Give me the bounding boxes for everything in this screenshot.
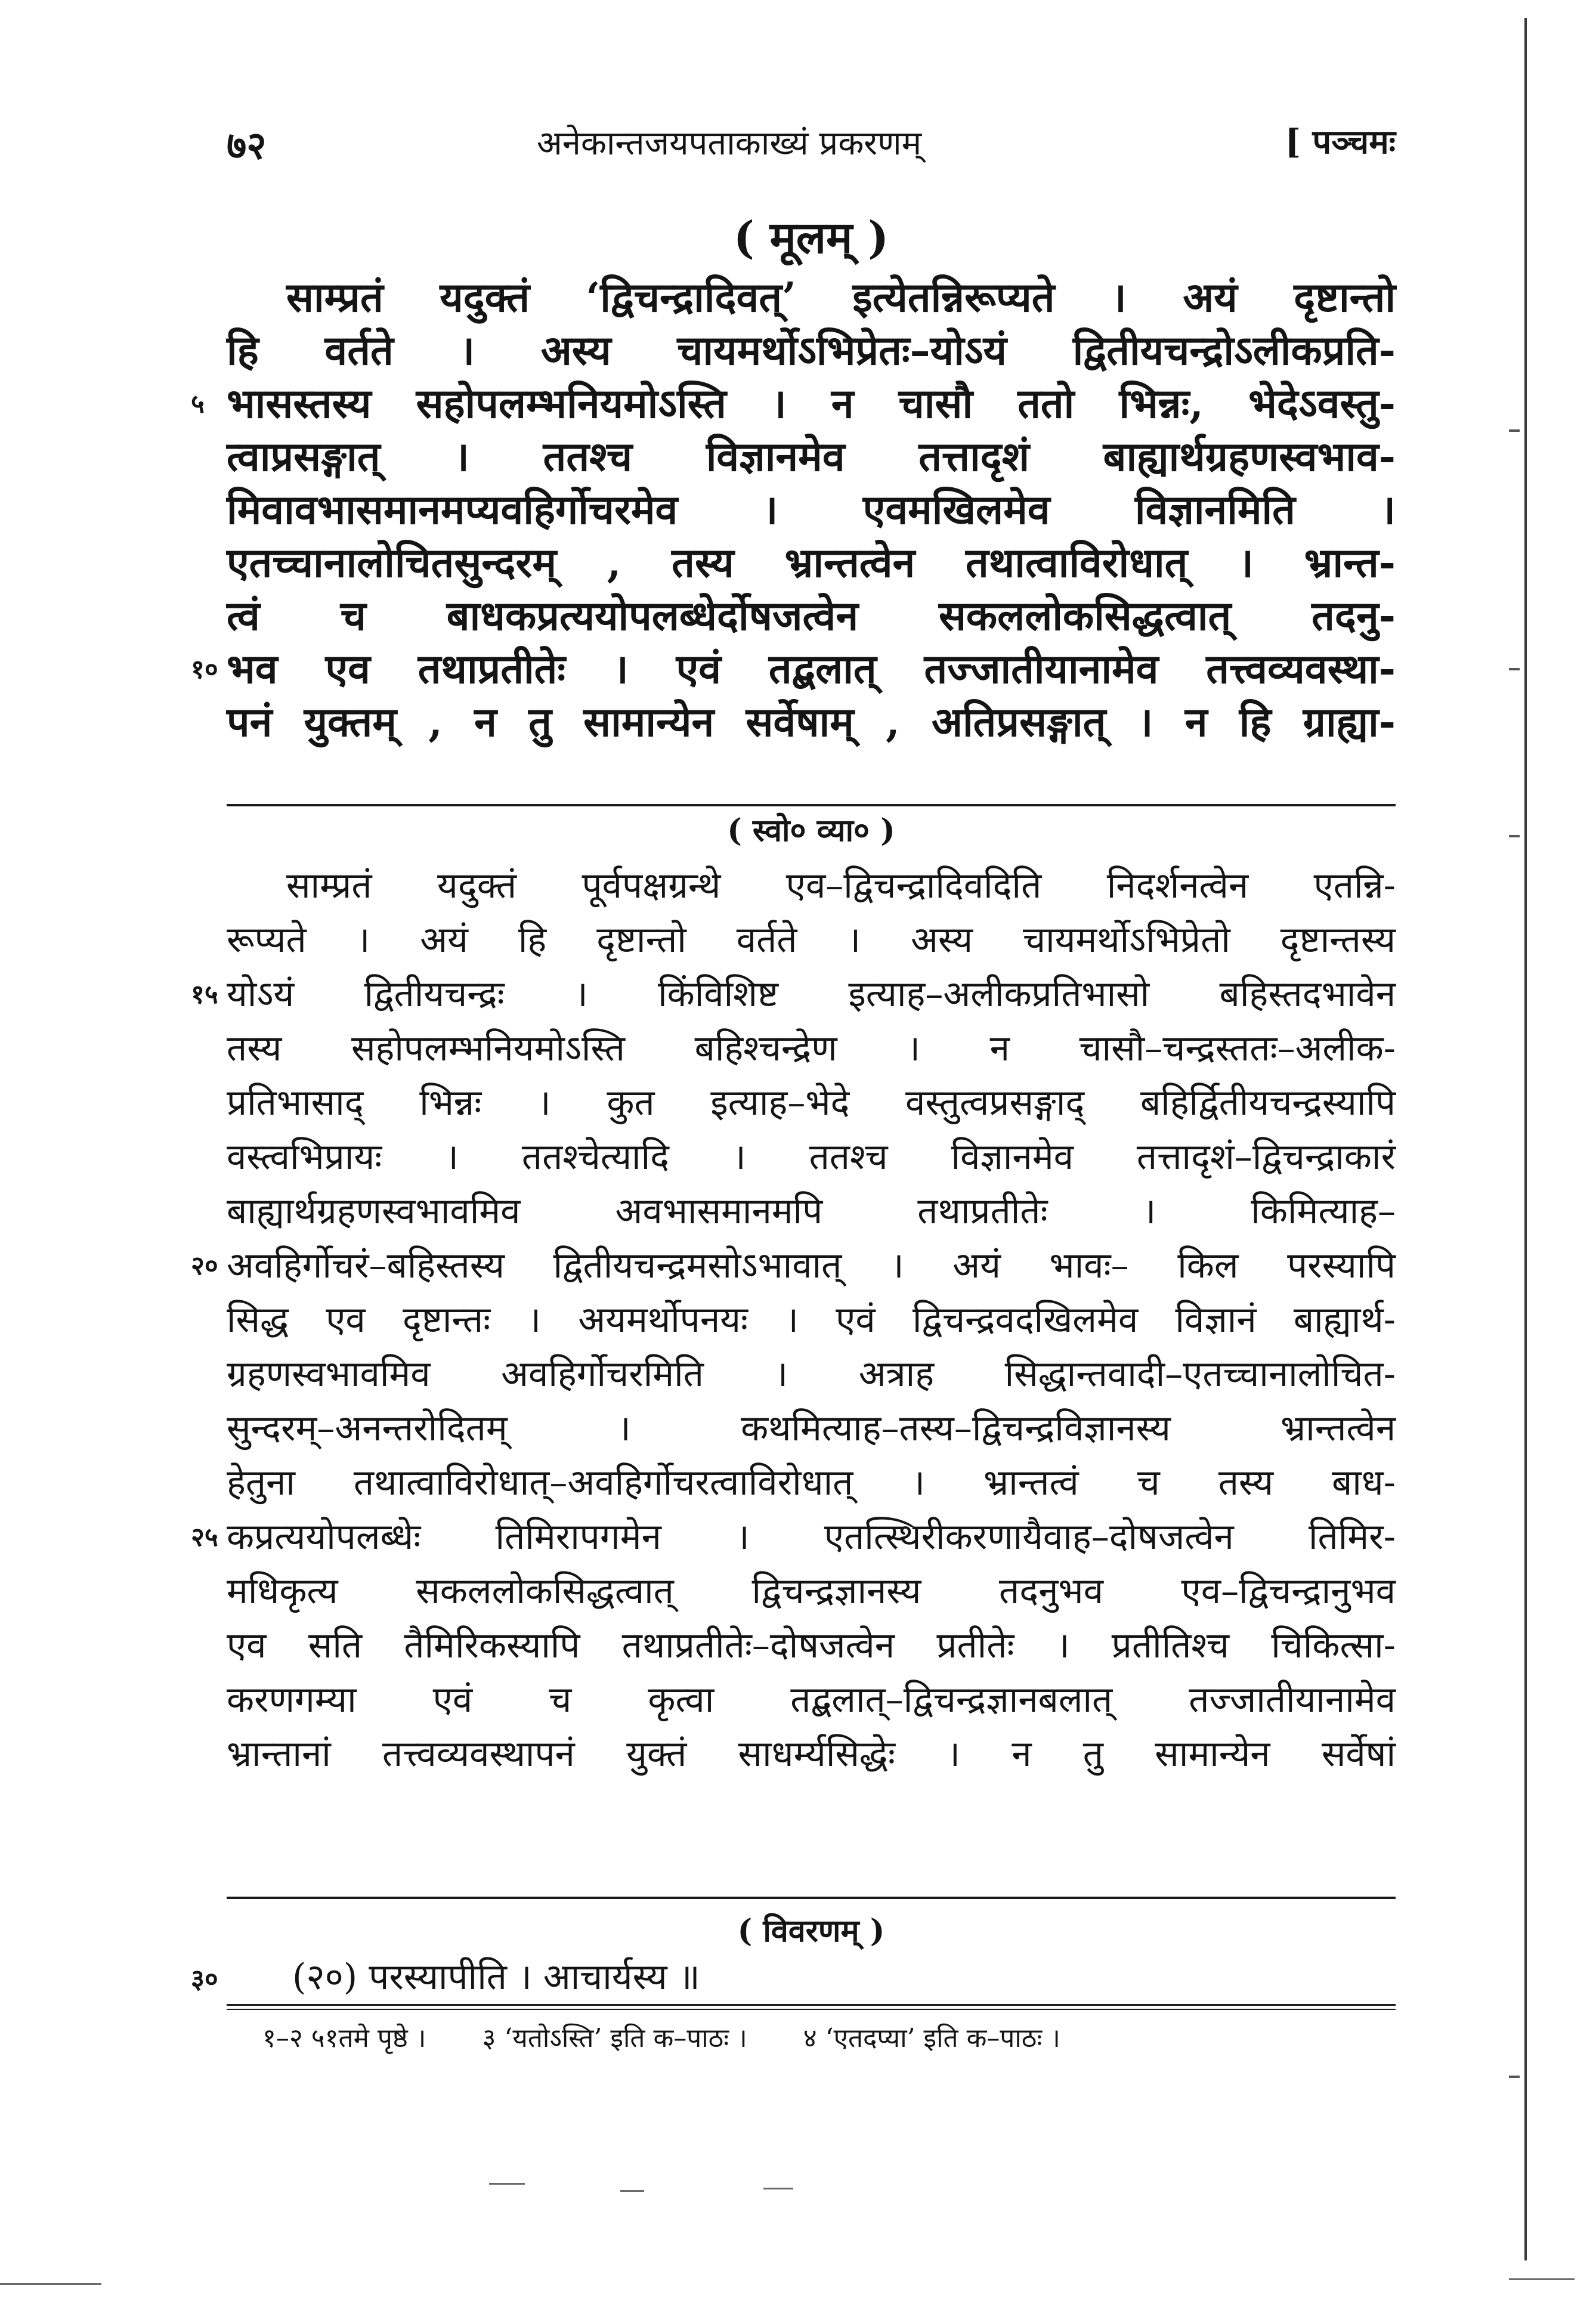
text-line <box>227 537 1396 590</box>
line-text: अवहिर्गोचरं–बहिस्तस्य द्वितीयचन्द्रमसोऽभावात् । अयं भावः– किल परस्यापि <box>227 1245 1396 1286</box>
svopajna-caption: ( स्वो० व्या० ) <box>727 812 895 849</box>
scan-smudge <box>0 2283 101 2285</box>
line-text: पनं युक्तम् , न तु सामान्येन सर्वेषाम् , अतिप्रसङ्गात् । न हि ग्राह्या- <box>227 698 1396 746</box>
text-line <box>191 1510 1396 1564</box>
line-text: बाह्यार्थग्रहणस्वभावमिव अवभासमानमपि तथाप्रतीतेः । किमित्याह– <box>227 1190 1396 1232</box>
line-text: योऽयं द्वितीयचन्द्रः । किंविशिष्ट इत्याह–अलीकप्रतिभासो बहिस्तदभावेन <box>227 973 1396 1015</box>
line-text: सुन्दरम्–अनन्तरोदितम् । कथमित्याह–तस्य–द्विचन्द्रविज्ञानस्य भ्रान्तत्वेन <box>227 1408 1396 1449</box>
text-line <box>227 431 1396 484</box>
svopajna-text-block <box>191 859 1396 1782</box>
text-line <box>227 1076 1396 1130</box>
line-text: मधिकृत्य सकललोकसिद्धत्वात् द्विचन्द्रज्ञानस्य तदनुभव एव–द्विचन्द्रानुभव <box>227 1570 1396 1612</box>
line-text: भ्रान्तानां तत्त्वव्यवस्थापनं युक्तं साधर्म्यसिद्धेः । न तु सामान्येन सर्वेषां <box>227 1733 1396 1775</box>
page-edge-line <box>1524 18 1527 2260</box>
line-text: एतच्चानालोचितसुन्दरम् , तस्य भ्रान्तत्वेन तथात्वाविरोधात् । भ्रान्त- <box>227 539 1396 587</box>
text-line <box>191 1239 1396 1293</box>
line-text: कप्रत्ययोपलब्धेः तिमिरापगमेन । एतत्स्थिरीकरणायैवाह–दोषजत्वेन तिमिर- <box>227 1516 1396 1558</box>
line-text: मिवावभासमानमप्यवहिर्गोचरमेव । एवमखिलमेव विज्ञानमिति । <box>227 486 1396 534</box>
page-number: ७२ <box>227 123 267 168</box>
text-line <box>227 1456 1396 1510</box>
section-divider <box>227 804 1396 806</box>
vivarana-text: (२०) परस्यापीति । आचार्यस्य ॥ <box>292 1956 700 1998</box>
line-text: त्वं च बाधकप्रत्ययोपलब्धेर्दोषजत्वेन सकललोकसिद्धत्वात् तदनु- <box>227 592 1396 640</box>
line-text: साम्प्रतं यदुक्तं पूर्वपक्षग्रन्थे एव–द्विचन्द्रादिवदिति निदर्शनत्वेन एतन्नि- <box>286 865 1396 907</box>
text-line <box>227 913 1396 967</box>
page-edge-mark <box>1509 668 1520 670</box>
mula-caption: ( मूलम् ) <box>733 212 889 264</box>
margin-line-number: ३० <box>191 1964 218 1994</box>
text-line <box>227 1619 1396 1673</box>
running-head <box>227 113 1396 179</box>
footnotes <box>262 2019 1396 2055</box>
text-line <box>227 1184 1396 1239</box>
text-line <box>191 643 1396 696</box>
footnote: ३ ‘यतोऽस्ति’ इति क–पाठः । <box>482 2023 747 2053</box>
text-line <box>227 1673 1396 1727</box>
line-text: वस्त्वभिप्रायः । ततश्चेत्यादि । ततश्च विज्ञानमेव तत्तादृशं–द्विचन्द्राकारं <box>227 1136 1396 1178</box>
line-text: भासस्तस्य सहोपलम्भनियमोऽस्ति । न चासौ ततो भिन्नः, भेदेऽवस्तु- <box>227 380 1396 428</box>
scan-smudge <box>763 2188 793 2189</box>
line-text: एव सति तैमिरिकस्यापि तथाप्रतीतेः–दोषजत्वेन प्रतीतेः । प्रतीतिश्च चिकित्सा- <box>227 1625 1396 1666</box>
text-line <box>227 484 1396 537</box>
line-text: रूप्यते । अयं हि दृष्टान्तो वर्तते । अस्य चायमर्थोऽभिप्रेतो दृष्टान्तस्य <box>227 919 1396 961</box>
margin-line-number: १० <box>191 654 218 685</box>
page-edge-mark <box>1509 835 1520 837</box>
line-text: हि वर्तते । अस्य चायमर्थोऽभिप्रेतः–योऽयं द्वितीयचन्द्रोऽलीकप्रति- <box>227 327 1396 375</box>
running-title: अनेकान्तजयपताकाख्यं प्रकरणम् <box>537 124 922 163</box>
margin-line-number: २० <box>191 1251 218 1281</box>
margin-line-number: २५ <box>191 1522 218 1552</box>
text-line <box>227 271 1396 324</box>
section-divider <box>227 1897 1396 1899</box>
margin-line-number: १५ <box>191 979 218 1010</box>
line-text: करणगम्या एवं च कृत्वा तद्बलात्–द्विचन्द्रज्ञानबलात् तज्जातीयानामेव <box>227 1679 1396 1721</box>
text-line <box>227 1402 1396 1456</box>
line-text: हेतुना तथात्वाविरोधात्–अवहिर्गोचरत्वाविरोधात् । भ्रान्तत्वं च तस्य बाध- <box>227 1462 1396 1504</box>
text-line <box>227 1347 1396 1402</box>
line-text: तस्य सहोपलम्भनियमोऽस्ति बहिश्चन्द्रेण । न चासौ–चन्द्रस्ततः–अलीक- <box>227 1028 1396 1069</box>
text-line <box>227 1130 1396 1184</box>
footnote: ४ ‘एतदप्या’ इति क–पाठः । <box>803 2023 1060 2053</box>
scan-smudge <box>620 2190 644 2192</box>
page-edge-mark <box>1509 429 1520 432</box>
scan-smudge <box>1509 2278 1575 2280</box>
line-text: त्वाप्रसङ्गात् । ततश्च विज्ञानमेव तत्तादृशं बाह्यार्थग्रहणस्वभाव- <box>227 433 1396 481</box>
line-text: साम्प्रतं यदुक्तं ‘द्विचन्द्रादिवत्’ इत्येतन्निरूप्यते । अयं दृष्टान्तो <box>286 274 1396 321</box>
vivarana-caption: ( विवरणम् ) <box>737 1913 885 1949</box>
margin-line-number: ५ <box>191 389 205 419</box>
line-text: ग्रहणस्वभावमिव अवहिर्गोचरमिति । अत्राह सिद्धान्तवादी–एतच्चानालोचित- <box>227 1353 1396 1395</box>
line-text: प्रतिभासाद् भिन्नः । कुत इत्याह–भेदे वस्तुत्वप्रसङ्गाद् बहिर्द्वितीयचन्द्रस्यापि <box>227 1082 1396 1124</box>
text-line <box>227 1564 1396 1619</box>
text-line <box>227 590 1396 643</box>
text-line <box>191 378 1396 431</box>
line-text: भव एव तथाप्रतीतेः । एवं तद्बलात् तज्जातीयानामेव तत्त्वव्यवस्था- <box>227 645 1396 693</box>
text-line <box>227 696 1396 749</box>
footnote-divider <box>227 2009 1396 2010</box>
text-line <box>191 967 1396 1022</box>
vivarana-line <box>191 1953 1396 2001</box>
line-text: सिद्ध एव दृष्टान्तः । अयमर्थोपनयः । एवं द्विचन्द्रवदखिलमेव विज्ञानं बाह्यार्थ- <box>227 1299 1396 1341</box>
text-line <box>227 324 1396 378</box>
text-line <box>227 1727 1396 1782</box>
text-line <box>227 859 1396 913</box>
page-edge-mark <box>1509 2076 1520 2078</box>
footnote: १–२ ५१तमे पृष्ठे । <box>262 2023 426 2053</box>
text-line <box>227 1022 1396 1076</box>
text-line <box>227 1293 1396 1347</box>
scan-smudge <box>489 2183 525 2185</box>
footnote-divider <box>227 2004 1396 2006</box>
mula-text-block <box>191 271 1396 749</box>
chapter-label: [ पञ्चमः <box>1285 122 1396 162</box>
